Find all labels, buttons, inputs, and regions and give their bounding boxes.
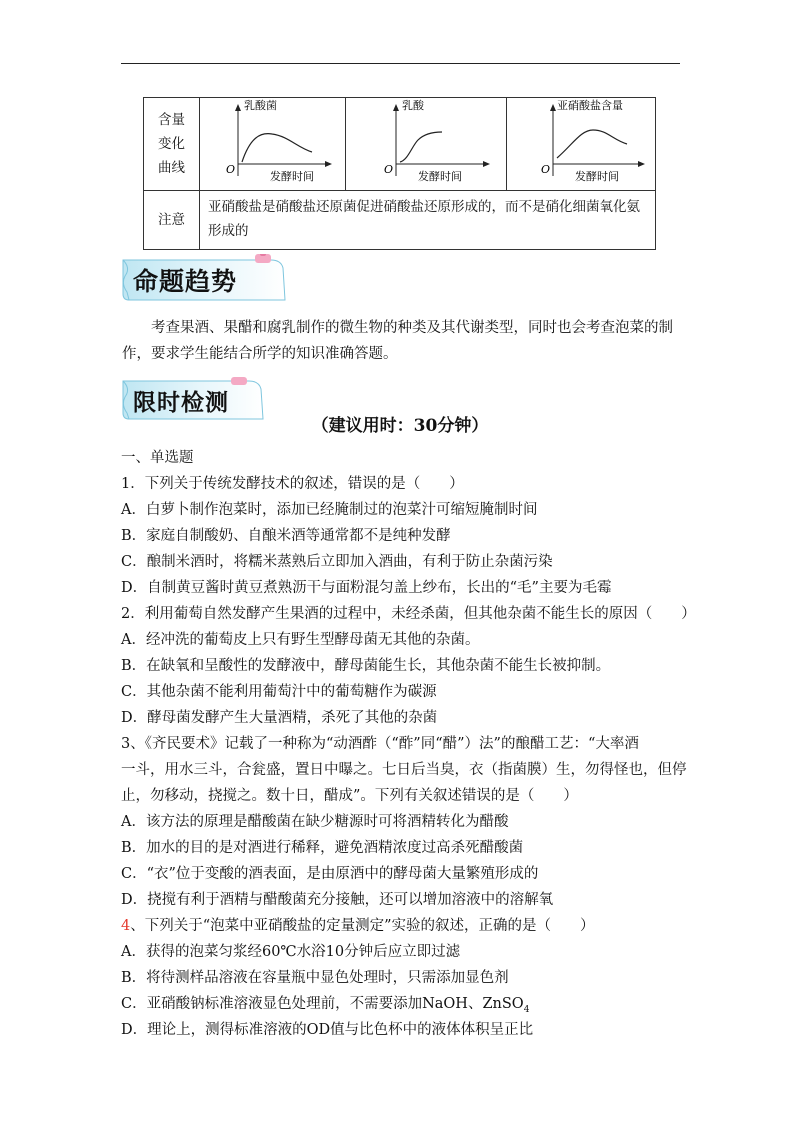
option-3b: B．加水的目的是对酒进行稀释，避免酒精浓度过高杀死醋酸菌 bbox=[121, 840, 524, 856]
note-text: 亚硝酸盐是硝酸盐还原菌促进硝酸盐还原形成的，而不是硝化细菌氧化氨形成的 bbox=[200, 191, 656, 250]
curve-graph bbox=[507, 98, 655, 190]
curve-row-label-line: 曲线 bbox=[158, 160, 185, 176]
test-heading: 限时检测 bbox=[133, 390, 229, 416]
curve-row-label-line: 含量 bbox=[158, 112, 185, 128]
option-1c: C．酿制米酒时，将糯米蒸熟后立即加入酒曲，有利于防止杂菌污染 bbox=[121, 554, 553, 570]
question-1: 1．下列关于传统发酵技术的叙述，错误的是（ ） bbox=[121, 476, 464, 492]
question-3-line-3: 止，勿移动，挠搅之。数十日，醋成”。下列有关叙述错误的是（ ） bbox=[121, 788, 578, 804]
question-2: 2．利用葡萄自然发酵产生果酒的过程中，未经杀菌，但其他杂菌不能生长的原因（ ） bbox=[121, 606, 696, 622]
curve-graph bbox=[200, 98, 345, 190]
curve-cell-lactic-bacteria bbox=[200, 98, 346, 191]
question-3-line-2: 一斗，用水三斗，合瓮盛，置日中曝之。七日后当臭，衣（指菌膜）生，勿得怪也，但停 bbox=[121, 762, 687, 778]
option-4c-text: C．亚硝酸钠标准溶液显色处理前，不需要添加NaOH、ZnSO bbox=[121, 996, 524, 1012]
curve-line bbox=[557, 130, 627, 158]
curve-row-label-line: 变化 bbox=[158, 136, 185, 152]
option-1a: A．白萝卜制作泡菜时，添加已经腌制过的泡菜汁可缩短腌制时间 bbox=[121, 502, 538, 518]
trend-banner bbox=[121, 254, 291, 304]
option-1d: D．自制黄豆酱时黄豆煮熟沥干与面粉混匀盖上纱布，长出的“毛”主要为毛霉 bbox=[121, 580, 612, 596]
option-3d: D．挠搅有利于酒精与醋酸菌充分接触，还可以增加溶液中的溶解氧 bbox=[121, 892, 554, 908]
question-4-number: 4 bbox=[121, 918, 131, 934]
curve-title: 乳酸 bbox=[402, 99, 424, 112]
curve-graph bbox=[346, 98, 506, 190]
option-2a: A．经冲洗的葡萄皮上只有野生型酵母菌无其他的杂菌。 bbox=[121, 632, 480, 648]
option-1b: B．家庭自制酸奶、自酿米酒等通常都不是纯种发酵 bbox=[121, 528, 451, 544]
suggested-time: （建议用时：30分钟） bbox=[311, 416, 489, 436]
curve-title: 亚硝酸盐含量 bbox=[557, 99, 623, 112]
curve-xlabel: 发酵时间 bbox=[575, 170, 619, 183]
curve-line bbox=[242, 134, 312, 162]
trend-paragraph: 考查果酒、果醋和腐乳制作的微生物的种类及其代谢类型，同时也会考查泡菜的制作，要求学生能结合所学的知识准确答题。 bbox=[122, 320, 673, 362]
option-4c bbox=[121, 992, 529, 1015]
curve-line bbox=[400, 132, 442, 162]
section-title: 一、单选题 bbox=[121, 450, 194, 466]
header-rule bbox=[121, 63, 680, 64]
curve-row-label bbox=[144, 98, 200, 191]
question-4 bbox=[121, 914, 595, 935]
curve-xlabel: 发酵时间 bbox=[270, 170, 314, 183]
pin-icon bbox=[255, 254, 271, 263]
curve-origin: O bbox=[384, 163, 394, 176]
trend-heading: 命题趋势 bbox=[133, 267, 238, 296]
option-2d: D．酵母菌发酵产生大量酒精，杀死了其他的杂菌 bbox=[121, 710, 438, 726]
curve-origin: O bbox=[226, 163, 236, 176]
option-4c-subscript: 4 bbox=[523, 1004, 530, 1015]
option-3a: A．该方法的原理是醋酸菌在缺少糖源时可将酒精转化为醋酸 bbox=[121, 814, 509, 830]
pin-icon bbox=[231, 377, 247, 385]
curve-row bbox=[144, 98, 656, 191]
info-table bbox=[143, 97, 656, 250]
option-2c: C．其他杂菌不能利用葡萄汁中的葡萄糖作为碳源 bbox=[121, 684, 437, 700]
question-3-line-1: 3、《齐民要术》记载了一种称为“动酒酢（“酢”同“醋”）法”的酿醋工艺：“大率酒 bbox=[121, 736, 639, 752]
option-4d: D．理论上，测得标准溶液的OD值与比色杯中的液体体积呈正比 bbox=[121, 1022, 534, 1038]
curve-cell-nitrite bbox=[507, 98, 656, 191]
option-2b: B．在缺氧和呈酸性的发酵液中，酵母菌能生长，其他杂菌不能生长被抑制。 bbox=[121, 658, 611, 674]
note-row bbox=[144, 191, 656, 250]
option-4a: A．获得的泡菜匀浆经60℃水浴10分钟后应立即过滤 bbox=[121, 944, 461, 960]
question-4-text: 、下列关于“泡菜中亚硝酸盐的定量测定”实验的叙述，正确的是（ ） bbox=[130, 918, 595, 934]
option-3c: C．“衣”位于变酸的酒表面，是由原酒中的酵母菌大量繁殖形成的 bbox=[121, 866, 539, 882]
curve-xlabel: 发酵时间 bbox=[418, 170, 462, 183]
curve-title: 乳酸菌 bbox=[244, 99, 277, 112]
curve-cell-lactic-acid bbox=[346, 98, 507, 191]
curve-origin: O bbox=[541, 163, 551, 176]
note-label: 注意 bbox=[144, 191, 200, 250]
option-4b: B．将待测样品溶液在容量瓶中显色处理时，只需添加显色剂 bbox=[121, 970, 509, 986]
